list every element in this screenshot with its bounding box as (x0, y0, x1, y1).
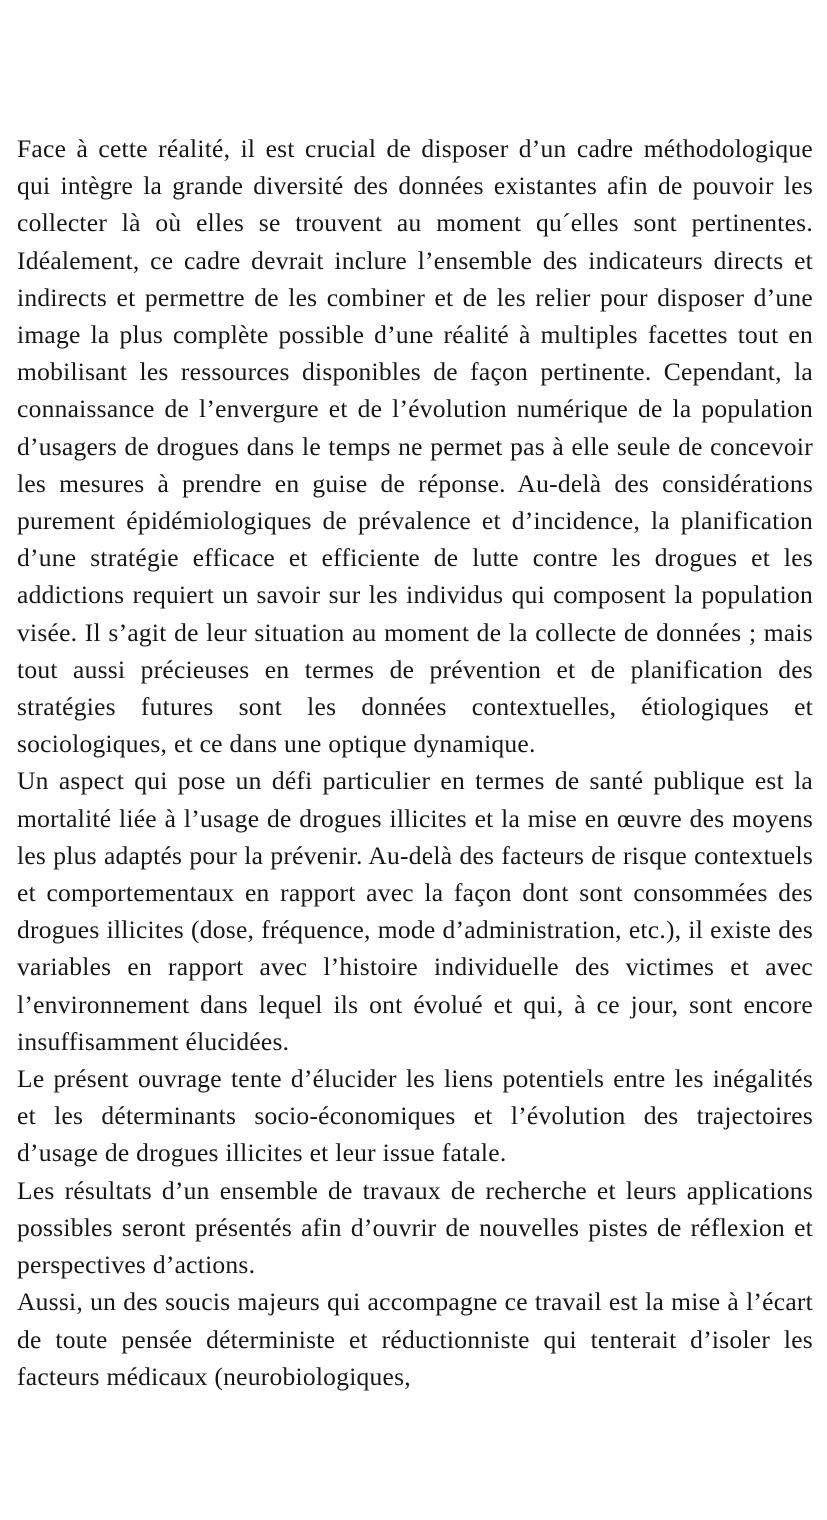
paragraph-3: Le présent ouvrage tente d’élucider les liens potentiels entre les inégalités et les déterminants socio-économiques et l’évolution des trajectoires d’usage de drogues illicites et leur issue fatale. (17, 1064, 813, 1168)
paragraph-4: Les résultats d’un ensemble de travaux de recherche et leurs applications possibles seront présentés afin d’ouvrir de nouvelles pistes de réflexion et perspectives d’actions. (17, 1175, 813, 1280)
paragraph-5: Aussi, un des soucis majeurs qui accompagne ce travail est la mise à l’écart de toute pensée déterministe et réductionniste qui tenterait d’isoler les facteurs médicaux (neurobiologiques, (17, 1287, 813, 1391)
body-text-block (17, 130, 813, 1395)
paragraph-1: Face à cette réalité, il est crucial de disposer d’un cadre méthodologique qui intègre la grande diversité des données existantes afin de pouvoir les collecter là où elles se trouvent au moment qu´elles sont pertinentes. Idéalement, ce cadre devrait inclure l’ensemble des indicateurs directs et indirects et permettre de les combiner et de les relier pour disposer d’une image la plus complète possible d’une réalité à multiples facettes tout en mobilisant les ressources disponibles de façon pertinente. Cependant, la connaissance de l’envergure et de l’évolution numérique de la population d’usagers de drogues dans le temps ne permet pas à elle seule de concevoir les mesures à prendre en guise de réponse. Au-delà des considérations purement épidémiologiques de prévalence et d’incidence, la planification d’une stratégie efficace et efficiente de lutte contre les drogues et les addictions requiert un savoir sur les individus qui composent la population visée. Il s’agit de leur situation au moment de la collecte de données ; mais tout aussi précieuses en termes de prévention et de planification des stratégies futures sont les données contextuelles, étiologiques et sociologiques, et ce dans une optique dynamique. (17, 134, 813, 759)
paragraph-2: Un aspect qui pose un défi particulier en termes de santé publique est la mortalité liée à l’usage de drogues illicites et la mise en œuvre des moyens les plus adaptés pour la prévenir. Au-delà des facteurs de risque contextuels et comportementaux en rapport avec la façon dont sont consommées des drogues illicites (dose, fréquence, mode d’administration, etc.), il existe des variables en rapport avec l’histoire individuelle des victimes et avec l’environnement dans lequel ils ont évolué et qui, à ce jour, sont encore insuffisamment élucidées. (17, 766, 813, 1056)
